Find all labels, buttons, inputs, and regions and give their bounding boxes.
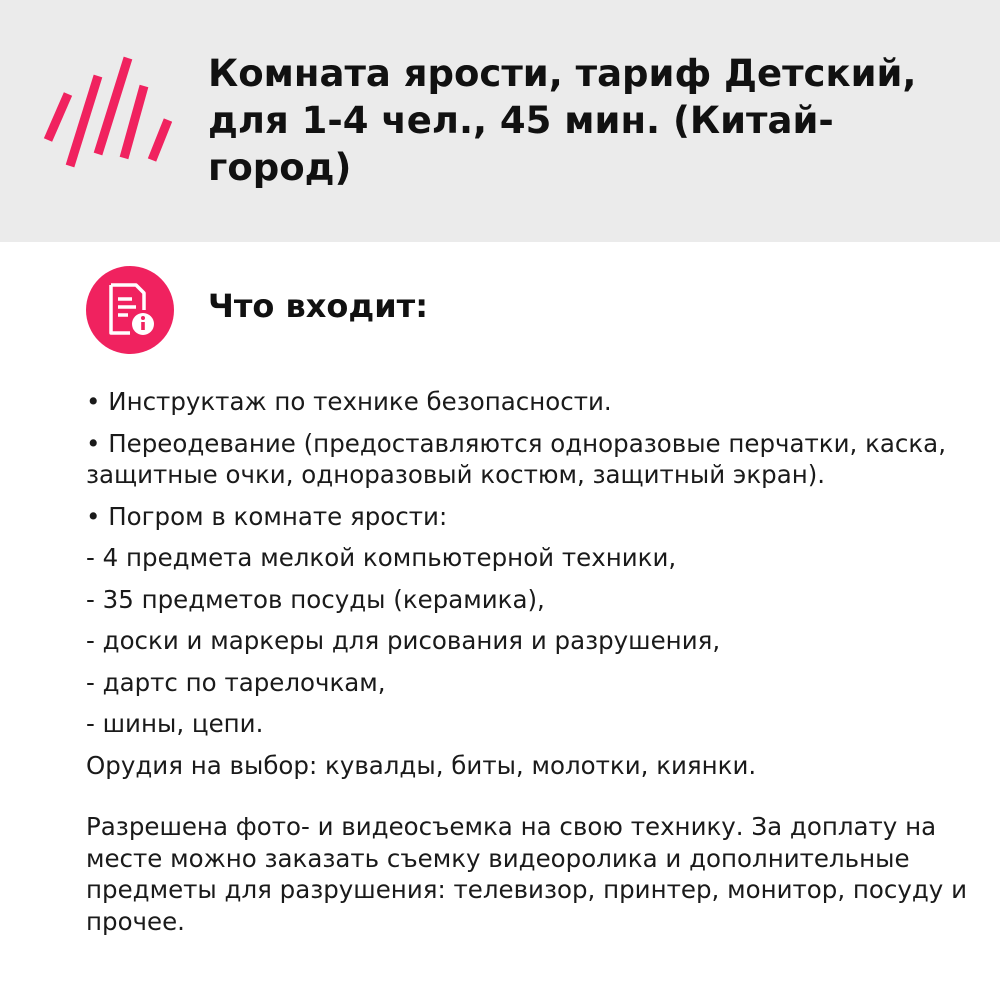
- included-list: [86, 386, 976, 947]
- slash-stripes-logo: [40, 50, 172, 172]
- section-heading: Что входит:: [208, 287, 429, 325]
- document-info-icon: [86, 266, 174, 354]
- list-item: • Переодевание (предоставляются одноразовые перчатки, каска, защитные очки, одноразовый костюм, защитный экран).: [86, 428, 946, 489]
- list-item: - 35 предметов посуды (керамика),: [86, 584, 545, 614]
- page-title: Комната ярости, тариф Детский, для 1-4 чел., 45 мин. (Китай-город): [208, 52, 917, 189]
- list-item: - шины, цепи.: [86, 709, 264, 738]
- list-item: Орудия на выбор: кувалды, биты, молотки, киянки.: [86, 750, 757, 780]
- list-item: - доски и маркеры для рисования и разрушения,: [86, 626, 721, 655]
- list-item: • Погром в комнате ярости:: [86, 501, 448, 531]
- header-panel: [0, 0, 1000, 242]
- closing-paragraph: Разрешена фото- и видеосъемка на свою технику. За доплату на месте можно заказать съемку видеоролика и дополнительные предметы для разрушения: телевизор, принтер, монитор, посуду и прочее.: [86, 812, 968, 936]
- list-item: • Инструктаж по технике безопасности.: [86, 387, 612, 416]
- list-item: - дартс по тарелочкам,: [86, 667, 386, 697]
- list-item: - 4 предмета мелкой компьютерной техники,: [86, 543, 677, 572]
